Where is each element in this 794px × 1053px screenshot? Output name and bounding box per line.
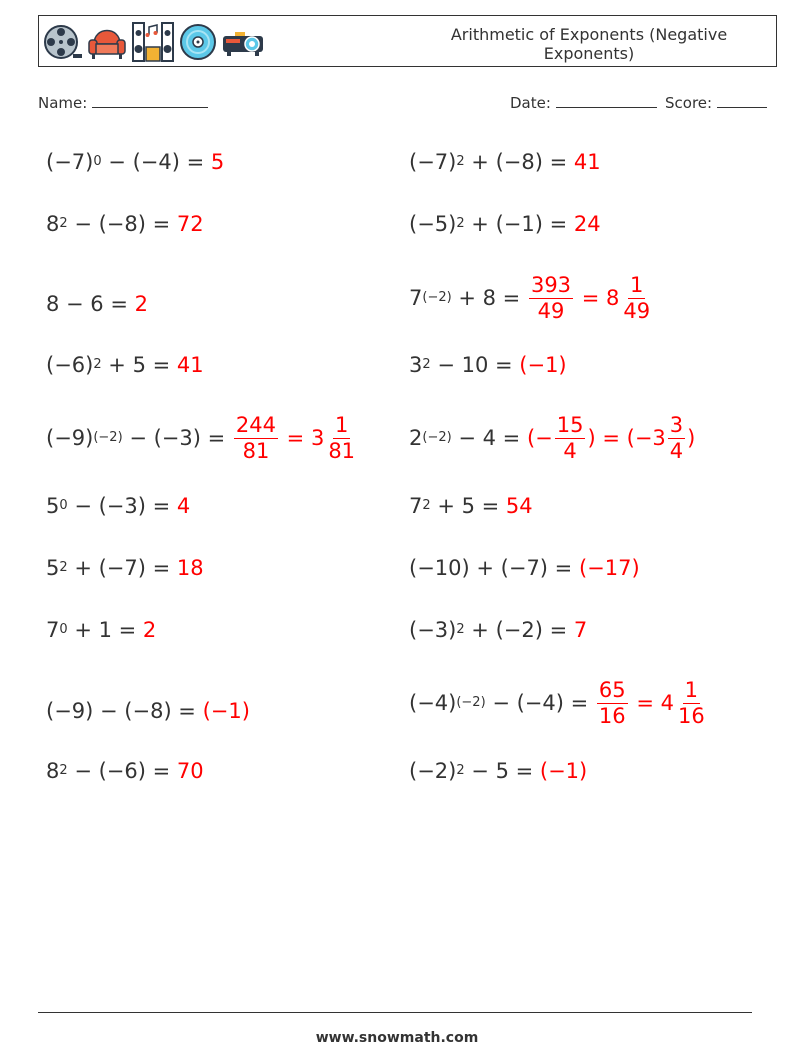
base: 7 (409, 286, 423, 310)
problem-7: (−6) 2 + 5 = 41 (46, 353, 204, 377)
base: (−6) (46, 353, 94, 377)
worksheet-header (38, 15, 777, 67)
film-reel-icon (43, 22, 83, 62)
answer-fraction (234, 412, 278, 463)
disc-icon (178, 22, 218, 62)
answer: 54 (505, 494, 533, 518)
base: (−7) (46, 150, 94, 174)
problem-9: (−9) (−2) − (−3) = $\frac{244}{81}$ = 3 $\frac{1}{81}$ (46, 412, 359, 464)
operation: − 10 = (430, 353, 520, 377)
answer: 41 (573, 150, 601, 174)
projector-icon (221, 22, 265, 62)
operation: + (−8) = (464, 150, 574, 174)
base: 5 (46, 494, 60, 518)
answer (595, 677, 709, 728)
operation: − (−8) = (67, 212, 177, 236)
mixed-fraction (668, 412, 685, 463)
base: (−7) (409, 150, 457, 174)
denominator: 16 (598, 703, 626, 728)
denominator: 49 (537, 298, 565, 323)
worksheet-title (429, 25, 749, 63)
base: 3 (409, 353, 423, 377)
answer: 2 (142, 618, 157, 642)
score-blank[interactable] (717, 93, 767, 108)
operation: + 1 = (67, 618, 143, 642)
operation: + 5 = (101, 353, 177, 377)
operation: − (−3) = (67, 494, 177, 518)
numerator: 1 (684, 677, 698, 702)
date-label: Date: (510, 94, 551, 112)
answer: (−1) (202, 699, 250, 723)
operation: + 5 = (430, 494, 506, 518)
name-label: Name: (38, 94, 88, 112)
numerator: 393 (530, 272, 572, 297)
base: 8 (46, 212, 60, 236)
answer-fraction (597, 677, 628, 728)
operation: − 4 = (451, 426, 527, 450)
base: 5 (46, 556, 60, 580)
problem-5 (46, 279, 148, 329)
operation: − (−6) = (67, 759, 177, 783)
numerator: 3 (669, 412, 684, 437)
problem-1: (−7) 0 − (−4) = 5 (46, 150, 225, 174)
answer: 24 (573, 212, 601, 236)
denominator: 81 (242, 438, 270, 463)
answer (232, 412, 359, 463)
equals-whole: = 4 (629, 691, 674, 715)
base: 7 (46, 618, 60, 642)
problem-8: 3 2 − 10 = (−1) (409, 353, 567, 377)
footer-divider (38, 1012, 752, 1013)
problem-13: 5 2 + (−7) = 18 (46, 556, 204, 580)
equals-whole: = 3 (280, 426, 325, 450)
armchair-icon (86, 22, 128, 62)
answer: 2 (134, 292, 148, 316)
base: (−9) (46, 426, 94, 450)
problem-19: 8 2 − (−6) = 70 (46, 759, 204, 783)
problem-4: (−5) 2 + (−1) = 24 (409, 212, 601, 236)
numerator: 15 (556, 412, 584, 437)
answer-fraction (555, 412, 586, 463)
problem-3: 8 2 − (−8) = 72 (46, 212, 204, 236)
title-line-2: Exponents) (543, 44, 635, 63)
answer: 41 (176, 353, 204, 377)
answer: 18 (176, 556, 204, 580)
expression: (−9) − (−8) = (46, 699, 203, 723)
base: (−5) (409, 212, 457, 236)
problem-15: 7 0 + 1 = 2 (46, 618, 157, 642)
denominator: 81 (328, 438, 356, 463)
denominator: 4 (669, 438, 684, 463)
answer-suffix: ) (687, 426, 696, 450)
answer: (−1) (539, 759, 588, 783)
answer: 70 (176, 759, 204, 783)
operation: − 5 = (464, 759, 540, 783)
denominator: 16 (677, 703, 705, 728)
speakers-icon (131, 21, 175, 63)
problem-2: (−7) 2 + (−8) = 41 (409, 150, 601, 174)
problem-6: 7 (−2) + 8 = $\frac{393}{49}$ = 8 $\frac{1}{49}$ (409, 272, 654, 324)
mixed-fraction (621, 272, 652, 323)
answer: 4 (176, 494, 191, 518)
problem-20: (−2) 2 − 5 = (−1) (409, 759, 588, 783)
answer-prefix: (− (526, 426, 553, 450)
answer-middle: ) = (−3 (587, 426, 666, 450)
numerator: 244 (235, 412, 276, 437)
score-field[interactable] (665, 93, 767, 112)
operation: − (−3) = (122, 426, 232, 450)
footer-site[interactable]: www.snowmath.com (315, 1030, 479, 1046)
answer: (−17) (578, 556, 640, 580)
denominator: 4 (563, 438, 577, 463)
problem-12: 7 2 + 5 = 54 (409, 494, 533, 518)
name-field[interactable] (38, 93, 208, 112)
equals-whole: = 8 (575, 286, 620, 310)
base: (−4) (409, 691, 457, 715)
answer (526, 412, 696, 463)
answer: 72 (176, 212, 204, 236)
operation: + (−1) = (464, 212, 574, 236)
mixed-fraction (326, 412, 357, 463)
operation: + 8 = (451, 286, 527, 310)
answer-fraction (529, 272, 573, 323)
date-field[interactable] (510, 93, 657, 112)
operation: − (−4) = (485, 691, 595, 715)
date-blank[interactable] (556, 93, 657, 108)
name-blank[interactable] (92, 93, 208, 108)
mixed-fraction (676, 677, 707, 728)
answer: 5 (210, 150, 225, 174)
problem-16: (−3) 2 + (−2) = 7 (409, 618, 588, 642)
header-icons (43, 20, 265, 64)
expression: (−10) + (−7) = (409, 556, 579, 580)
numerator: 65 (598, 677, 626, 702)
numerator: 1 (630, 272, 644, 297)
answer: (−1) (519, 353, 567, 377)
problem-10: 2 (−2) − 4 = (− $\frac{15}{4}$ ) = (−3 $\frac{3}{4}$ ) (409, 412, 696, 463)
problem-14 (409, 543, 640, 593)
problem-11: 5 0 − (−3) = 4 (46, 494, 191, 518)
operation: + (−2) = (464, 618, 574, 642)
problem-18: (−4) (−2) − (−4) = $\frac{65}{16}$ = 4 $\frac{1}{16}$ (409, 677, 709, 729)
operation: + (−7) = (67, 556, 177, 580)
base: 2 (409, 426, 423, 450)
base: (−2) (409, 759, 457, 783)
title-line-1: Arithmetic of Exponents (Negative (450, 25, 728, 44)
score-label: Score: (665, 94, 713, 112)
base: 8 (46, 759, 60, 783)
problem-17 (46, 686, 250, 736)
answer: 7 (573, 618, 588, 642)
numerator: 1 (334, 412, 349, 437)
base: (−3) (409, 618, 457, 642)
expression: 8 − 6 = (46, 292, 135, 316)
operation: − (−4) = (101, 150, 211, 174)
base: 7 (409, 494, 423, 518)
denominator: 49 (623, 298, 651, 323)
